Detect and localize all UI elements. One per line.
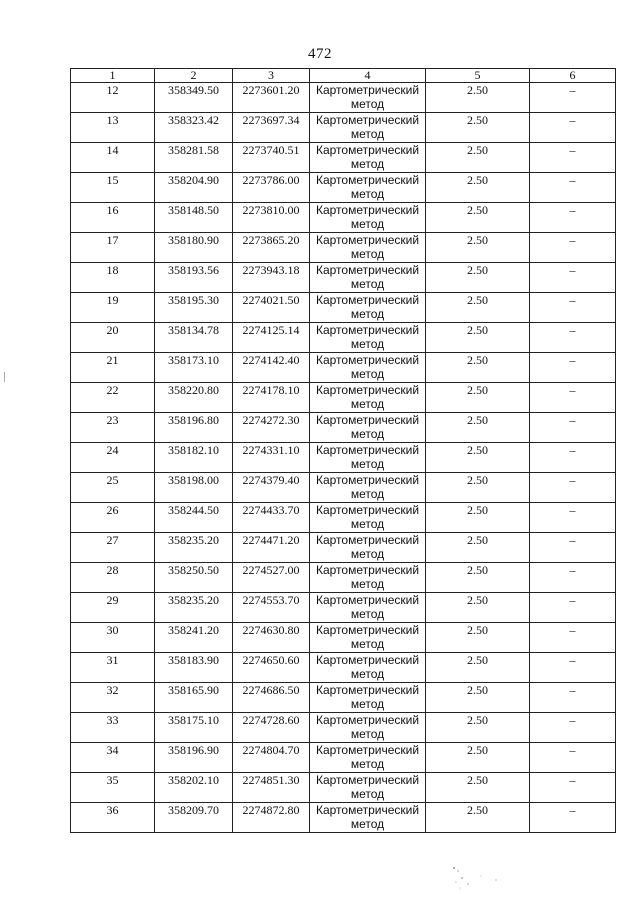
accuracy-cell: 2.50 bbox=[426, 413, 530, 443]
note-cell: – bbox=[530, 683, 616, 713]
method-line-1: Картометрический bbox=[315, 743, 420, 757]
y-coordinate-cell: 2274433.70 bbox=[233, 503, 310, 533]
x-coordinate-cell: 358323.42 bbox=[155, 113, 233, 143]
point-number-cell: 17 bbox=[71, 233, 155, 263]
y-coordinate-cell: 2273943.18 bbox=[233, 263, 310, 293]
x-coordinate-cell: 358193.56 bbox=[155, 263, 233, 293]
accuracy-cell: 2.50 bbox=[426, 113, 530, 143]
y-coordinate-cell: 2274630.80 bbox=[233, 623, 310, 653]
accuracy-cell: 2.50 bbox=[426, 563, 530, 593]
x-coordinate-cell: 358209.70 bbox=[155, 803, 233, 833]
note-cell: – bbox=[530, 383, 616, 413]
table-row bbox=[71, 173, 616, 203]
table-row bbox=[71, 593, 616, 623]
point-number-cell: 14 bbox=[71, 143, 155, 173]
point-number-cell: 29 bbox=[71, 593, 155, 623]
table-row bbox=[71, 503, 616, 533]
scan-edge-mark bbox=[4, 372, 6, 382]
method-cell bbox=[310, 503, 426, 533]
point-number-cell: 27 bbox=[71, 533, 155, 563]
point-number-cell: 20 bbox=[71, 323, 155, 353]
method-line-2: метод bbox=[350, 577, 385, 591]
method-line-2: метод bbox=[350, 217, 385, 231]
accuracy-cell: 2.50 bbox=[426, 263, 530, 293]
column-header: 3 bbox=[233, 69, 310, 83]
y-coordinate-cell: 2274331.10 bbox=[233, 443, 310, 473]
y-coordinate-cell: 2274851.30 bbox=[233, 773, 310, 803]
column-header: 4 bbox=[310, 69, 426, 83]
method-line-1: Картометрический bbox=[315, 473, 420, 487]
accuracy-cell: 2.50 bbox=[426, 353, 530, 383]
method-cell bbox=[310, 803, 426, 833]
method-cell bbox=[310, 113, 426, 143]
table-row bbox=[71, 353, 616, 383]
table-row bbox=[71, 233, 616, 263]
column-header: 6 bbox=[530, 69, 616, 83]
note-cell: – bbox=[530, 353, 616, 383]
column-header: 5 bbox=[426, 69, 530, 83]
column-header: 2 bbox=[155, 69, 233, 83]
y-coordinate-cell: 2273697.34 bbox=[233, 113, 310, 143]
method-line-2: метод bbox=[350, 307, 385, 321]
y-coordinate-cell: 2273810.00 bbox=[233, 203, 310, 233]
note-cell: – bbox=[530, 473, 616, 503]
y-coordinate-cell: 2274686.50 bbox=[233, 683, 310, 713]
y-coordinate-cell: 2274804.70 bbox=[233, 743, 310, 773]
table-row bbox=[71, 323, 616, 353]
x-coordinate-cell: 358182.10 bbox=[155, 443, 233, 473]
method-cell bbox=[310, 83, 426, 113]
y-coordinate-cell: 2274650.60 bbox=[233, 653, 310, 683]
table-row bbox=[71, 533, 616, 563]
accuracy-cell: 2.50 bbox=[426, 623, 530, 653]
method-line-2: метод bbox=[350, 787, 385, 801]
x-coordinate-cell: 358198.00 bbox=[155, 473, 233, 503]
accuracy-cell: 2.50 bbox=[426, 773, 530, 803]
point-number-cell: 26 bbox=[71, 503, 155, 533]
method-cell bbox=[310, 233, 426, 263]
point-number-cell: 28 bbox=[71, 563, 155, 593]
x-coordinate-cell: 358202.10 bbox=[155, 773, 233, 803]
y-coordinate-cell: 2274272.30 bbox=[233, 413, 310, 443]
method-line-1: Картометрический bbox=[315, 353, 420, 367]
method-line-1: Картометрический bbox=[315, 653, 420, 667]
method-cell bbox=[310, 383, 426, 413]
note-cell: – bbox=[530, 233, 616, 263]
table-row bbox=[71, 413, 616, 443]
method-line-2: метод bbox=[350, 247, 385, 261]
accuracy-cell: 2.50 bbox=[426, 743, 530, 773]
method-line-2: метод bbox=[350, 367, 385, 381]
method-line-2: метод bbox=[350, 607, 385, 621]
method-line-1: Картометрический bbox=[315, 713, 420, 727]
note-cell: – bbox=[530, 593, 616, 623]
y-coordinate-cell: 2274471.20 bbox=[233, 533, 310, 563]
method-cell bbox=[310, 623, 426, 653]
note-cell: – bbox=[530, 533, 616, 563]
accuracy-cell: 2.50 bbox=[426, 503, 530, 533]
y-coordinate-cell: 2274527.00 bbox=[233, 563, 310, 593]
note-cell: – bbox=[530, 173, 616, 203]
x-coordinate-cell: 358220.80 bbox=[155, 383, 233, 413]
point-number-cell: 21 bbox=[71, 353, 155, 383]
y-coordinate-cell: 2274021.50 bbox=[233, 293, 310, 323]
method-line-2: метод bbox=[350, 397, 385, 411]
point-number-cell: 22 bbox=[71, 383, 155, 413]
table-row bbox=[71, 713, 616, 743]
accuracy-cell: 2.50 bbox=[426, 443, 530, 473]
method-line-1: Картометрический bbox=[315, 173, 420, 187]
method-cell bbox=[310, 683, 426, 713]
y-coordinate-cell: 2273740.51 bbox=[233, 143, 310, 173]
method-line-1: Картометрический bbox=[315, 263, 420, 277]
table-body bbox=[71, 83, 616, 833]
point-number-cell: 35 bbox=[71, 773, 155, 803]
accuracy-cell: 2.50 bbox=[426, 683, 530, 713]
note-cell: – bbox=[530, 323, 616, 353]
y-coordinate-cell: 2273601.20 bbox=[233, 83, 310, 113]
x-coordinate-cell: 358183.90 bbox=[155, 653, 233, 683]
point-number-cell: 34 bbox=[71, 743, 155, 773]
note-cell: – bbox=[530, 503, 616, 533]
method-line-2: метод bbox=[350, 97, 385, 111]
table-row bbox=[71, 743, 616, 773]
method-line-2: метод bbox=[350, 697, 385, 711]
accuracy-cell: 2.50 bbox=[426, 593, 530, 623]
accuracy-cell: 2.50 bbox=[426, 803, 530, 833]
accuracy-cell: 2.50 bbox=[426, 533, 530, 563]
method-line-2: метод bbox=[350, 157, 385, 171]
point-number-cell: 25 bbox=[71, 473, 155, 503]
note-cell: – bbox=[530, 203, 616, 233]
x-coordinate-cell: 358196.80 bbox=[155, 413, 233, 443]
method-line-1: Картометрический bbox=[315, 803, 420, 817]
table-header-row bbox=[71, 69, 616, 83]
table-row bbox=[71, 803, 616, 833]
x-coordinate-cell: 358244.50 bbox=[155, 503, 233, 533]
method-cell bbox=[310, 533, 426, 563]
method-line-1: Картометрический bbox=[315, 623, 420, 637]
coordinates-table bbox=[70, 68, 616, 833]
column-header: 1 bbox=[71, 69, 155, 83]
point-number-cell: 19 bbox=[71, 293, 155, 323]
x-coordinate-cell: 358349.50 bbox=[155, 83, 233, 113]
table-row bbox=[71, 293, 616, 323]
method-cell bbox=[310, 173, 426, 203]
note-cell: – bbox=[530, 413, 616, 443]
note-cell: – bbox=[530, 443, 616, 473]
method-cell bbox=[310, 263, 426, 293]
method-cell bbox=[310, 773, 426, 803]
note-cell: – bbox=[530, 803, 616, 833]
x-coordinate-cell: 358250.50 bbox=[155, 563, 233, 593]
point-number-cell: 32 bbox=[71, 683, 155, 713]
accuracy-cell: 2.50 bbox=[426, 233, 530, 263]
method-line-2: метод bbox=[350, 187, 385, 201]
x-coordinate-cell: 358235.20 bbox=[155, 533, 233, 563]
method-cell bbox=[310, 653, 426, 683]
method-cell bbox=[310, 593, 426, 623]
x-coordinate-cell: 358148.50 bbox=[155, 203, 233, 233]
accuracy-cell: 2.50 bbox=[426, 173, 530, 203]
table-row bbox=[71, 203, 616, 233]
method-line-2: метод bbox=[350, 637, 385, 651]
method-line-2: метод bbox=[350, 277, 385, 291]
y-coordinate-cell: 2274125.14 bbox=[233, 323, 310, 353]
method-line-2: метод bbox=[350, 517, 385, 531]
method-cell bbox=[310, 443, 426, 473]
note-cell: – bbox=[530, 113, 616, 143]
x-coordinate-cell: 358196.90 bbox=[155, 743, 233, 773]
accuracy-cell: 2.50 bbox=[426, 83, 530, 113]
method-line-1: Картометрический bbox=[315, 773, 420, 787]
point-number-cell: 16 bbox=[71, 203, 155, 233]
method-line-1: Картометрический bbox=[315, 113, 420, 127]
y-coordinate-cell: 2274553.70 bbox=[233, 593, 310, 623]
table-row bbox=[71, 443, 616, 473]
page-number: 472 bbox=[308, 46, 332, 62]
point-number-cell: 13 bbox=[71, 113, 155, 143]
accuracy-cell: 2.50 bbox=[426, 653, 530, 683]
method-line-2: метод bbox=[350, 487, 385, 501]
table-row bbox=[71, 623, 616, 653]
method-line-2: метод bbox=[350, 457, 385, 471]
accuracy-cell: 2.50 bbox=[426, 143, 530, 173]
method-cell bbox=[310, 743, 426, 773]
table-row bbox=[71, 383, 616, 413]
method-line-1: Картометрический bbox=[315, 203, 420, 217]
method-cell bbox=[310, 713, 426, 743]
y-coordinate-cell: 2273786.00 bbox=[233, 173, 310, 203]
note-cell: – bbox=[530, 623, 616, 653]
table-row bbox=[71, 473, 616, 503]
note-cell: – bbox=[530, 743, 616, 773]
method-cell bbox=[310, 293, 426, 323]
method-line-1: Картометрический bbox=[315, 383, 420, 397]
point-number-cell: 15 bbox=[71, 173, 155, 203]
table-row bbox=[71, 683, 616, 713]
accuracy-cell: 2.50 bbox=[426, 203, 530, 233]
note-cell: – bbox=[530, 293, 616, 323]
method-line-2: метод bbox=[350, 817, 385, 831]
y-coordinate-cell: 2274379.40 bbox=[233, 473, 310, 503]
method-line-1: Картометрический bbox=[315, 443, 420, 457]
method-line-1: Картометрический bbox=[315, 563, 420, 577]
accuracy-cell: 2.50 bbox=[426, 383, 530, 413]
accuracy-cell: 2.50 bbox=[426, 473, 530, 503]
method-cell bbox=[310, 323, 426, 353]
method-cell bbox=[310, 563, 426, 593]
method-line-1: Картометрический bbox=[315, 683, 420, 697]
method-cell bbox=[310, 413, 426, 443]
note-cell: – bbox=[530, 143, 616, 173]
point-number-cell: 24 bbox=[71, 443, 155, 473]
method-cell bbox=[310, 203, 426, 233]
table-row bbox=[71, 563, 616, 593]
method-line-1: Картометрический bbox=[315, 503, 420, 517]
method-cell bbox=[310, 473, 426, 503]
point-number-cell: 18 bbox=[71, 263, 155, 293]
y-coordinate-cell: 2274178.10 bbox=[233, 383, 310, 413]
accuracy-cell: 2.50 bbox=[426, 323, 530, 353]
method-line-2: метод bbox=[350, 757, 385, 771]
x-coordinate-cell: 358241.20 bbox=[155, 623, 233, 653]
accuracy-cell: 2.50 bbox=[426, 293, 530, 323]
table-row bbox=[71, 653, 616, 683]
point-number-cell: 12 bbox=[71, 83, 155, 113]
table-row bbox=[71, 113, 616, 143]
method-line-1: Картометрический bbox=[315, 143, 420, 157]
method-line-2: метод bbox=[350, 667, 385, 681]
method-line-1: Картометрический bbox=[315, 233, 420, 247]
table-row bbox=[71, 143, 616, 173]
method-line-1: Картометрический bbox=[315, 83, 420, 97]
note-cell: – bbox=[530, 263, 616, 293]
note-cell: – bbox=[530, 713, 616, 743]
x-coordinate-cell: 358204.90 bbox=[155, 173, 233, 203]
point-number-cell: 30 bbox=[71, 623, 155, 653]
table-row bbox=[71, 773, 616, 803]
method-line-1: Картометрический bbox=[315, 413, 420, 427]
note-cell: – bbox=[530, 563, 616, 593]
y-coordinate-cell: 2274872.80 bbox=[233, 803, 310, 833]
note-cell: – bbox=[530, 83, 616, 113]
method-cell bbox=[310, 353, 426, 383]
x-coordinate-cell: 358175.10 bbox=[155, 713, 233, 743]
method-line-1: Картометрический bbox=[315, 293, 420, 307]
method-line-2: метод bbox=[350, 127, 385, 141]
x-coordinate-cell: 358195.30 bbox=[155, 293, 233, 323]
point-number-cell: 23 bbox=[71, 413, 155, 443]
point-number-cell: 33 bbox=[71, 713, 155, 743]
method-line-2: метод bbox=[350, 547, 385, 561]
point-number-cell: 31 bbox=[71, 653, 155, 683]
y-coordinate-cell: 2274728.60 bbox=[233, 713, 310, 743]
x-coordinate-cell: 358134.78 bbox=[155, 323, 233, 353]
method-line-2: метод bbox=[350, 337, 385, 351]
x-coordinate-cell: 358281.58 bbox=[155, 143, 233, 173]
accuracy-cell: 2.50 bbox=[426, 713, 530, 743]
method-line-2: метод bbox=[350, 727, 385, 741]
scan-noise-marks bbox=[448, 862, 508, 892]
method-line-1: Картометрический bbox=[315, 533, 420, 547]
point-number-cell: 36 bbox=[71, 803, 155, 833]
x-coordinate-cell: 358165.90 bbox=[155, 683, 233, 713]
method-line-2: метод bbox=[350, 427, 385, 441]
table-row bbox=[71, 83, 616, 113]
y-coordinate-cell: 2274142.40 bbox=[233, 353, 310, 383]
method-line-1: Картометрический bbox=[315, 593, 420, 607]
note-cell: – bbox=[530, 653, 616, 683]
x-coordinate-cell: 358173.10 bbox=[155, 353, 233, 383]
table-row bbox=[71, 263, 616, 293]
x-coordinate-cell: 358180.90 bbox=[155, 233, 233, 263]
method-cell bbox=[310, 143, 426, 173]
x-coordinate-cell: 358235.20 bbox=[155, 593, 233, 623]
y-coordinate-cell: 2273865.20 bbox=[233, 233, 310, 263]
note-cell: – bbox=[530, 773, 616, 803]
method-line-1: Картометрический bbox=[315, 323, 420, 337]
